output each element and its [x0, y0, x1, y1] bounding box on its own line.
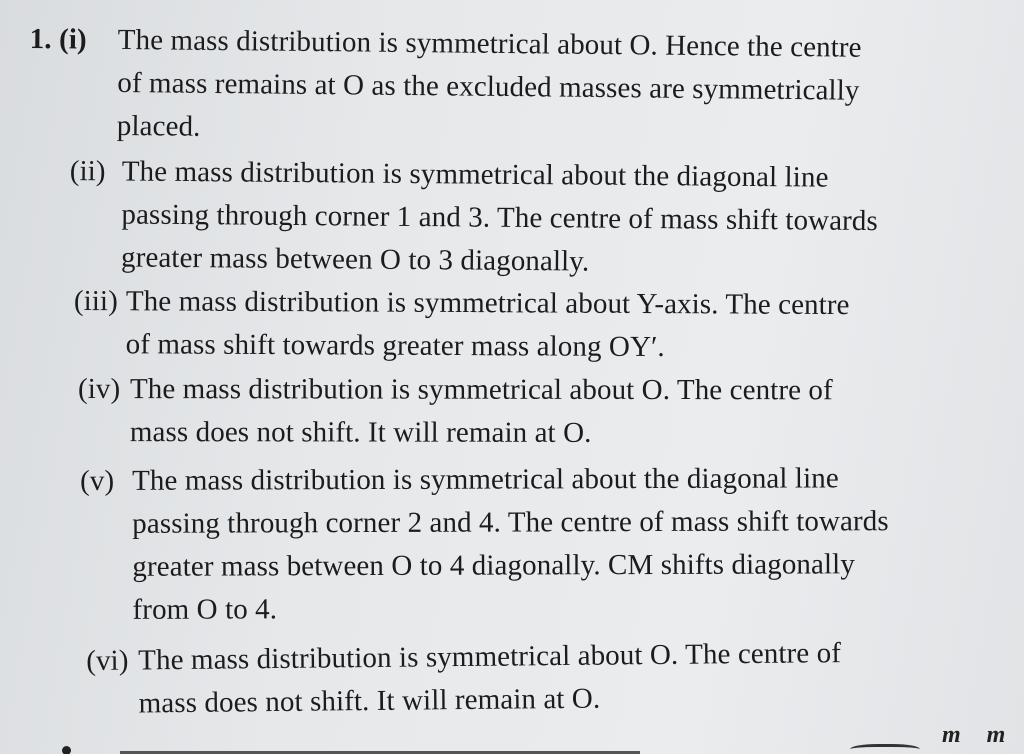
item-body	[121, 150, 879, 286]
item-label: (v)	[80, 464, 115, 497]
item-label: (iv)	[77, 373, 121, 406]
text-line: of mass shift towards greater mass along OY′.	[125, 328, 665, 364]
item-body	[117, 19, 862, 156]
text-line: The mass distribution is symmetrical about O. The centre of	[129, 373, 833, 407]
text-line: The mass distribution is symmetrical about the diagonal line	[132, 462, 839, 497]
item-label: (vi)	[86, 644, 129, 677]
item-label: 1. (i)	[29, 22, 87, 56]
item-label: (iii)	[73, 284, 118, 318]
text-line: The mass distribution is symmetrical about Y-axis. The centre	[125, 285, 850, 322]
text-line: from O to 4.	[132, 593, 278, 626]
text-line: greater mass between O to 4 diagonally. CM shifts diagonally	[132, 548, 855, 583]
cut-off-next-line	[0, 742, 1024, 754]
text-line: of mass remains at O as the excluded masses are symmetrically	[117, 66, 860, 107]
text-line: passing through corner 1 and 3. The centre of mass shift towards	[121, 198, 879, 238]
text-line: greater mass between O to 3 diagonally.	[120, 241, 590, 278]
item-body	[138, 632, 842, 725]
text-line: passing through corner 2 and 4. The centre of mass shift towards	[132, 505, 889, 540]
margin-mass-label: m m	[942, 722, 1016, 748]
text-line: placed.	[116, 109, 201, 143]
text-line: mass does not shift. It will remain at O.	[129, 416, 592, 449]
text-line: The mass distribution is symmetrical about O. Hence the centre	[117, 23, 862, 64]
bullet-dot-icon	[62, 746, 71, 754]
item-body	[130, 368, 833, 455]
item-body	[126, 280, 850, 370]
text-line: The mass distribution is symmetrical about O. The centre of	[138, 637, 842, 677]
partial-text-stroke	[850, 744, 920, 754]
text-line: mass does not shift. It will remain at O.	[138, 682, 601, 720]
item-body	[132, 457, 889, 632]
text-line: The mass distribution is symmetrical about the diagonal line	[121, 155, 829, 194]
item-label: (ii)	[69, 154, 106, 188]
